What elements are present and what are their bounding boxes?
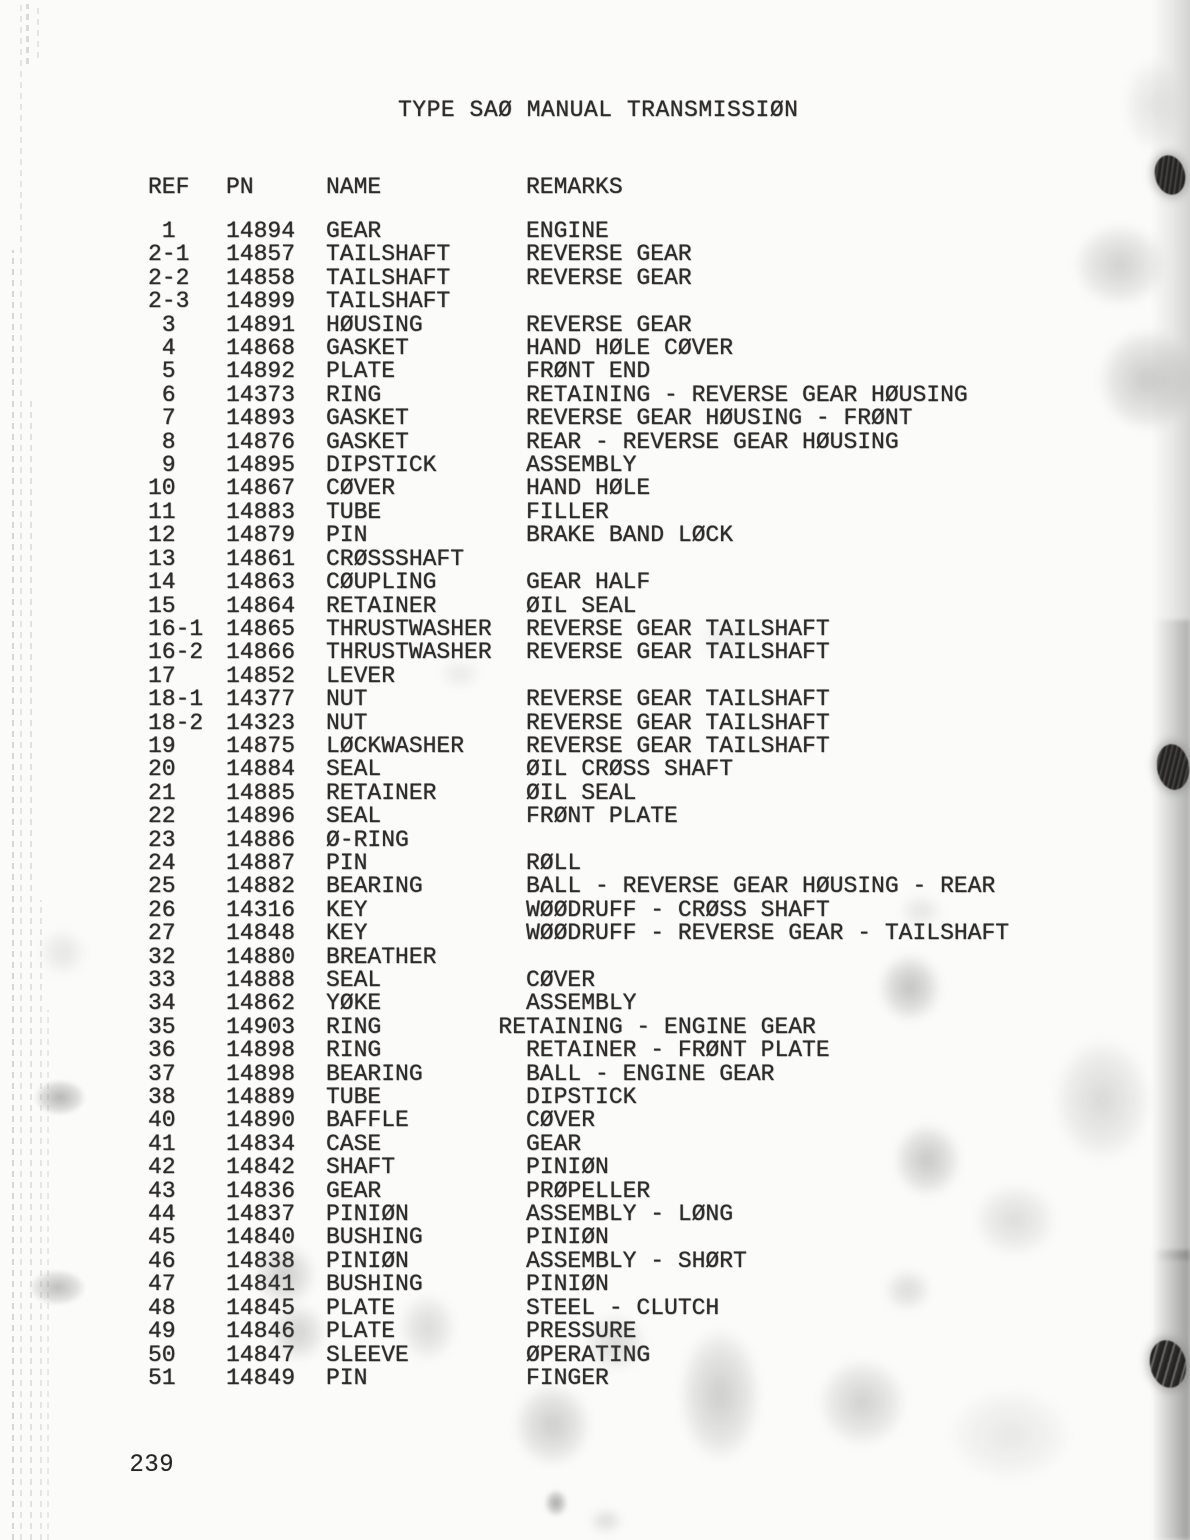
remarks-cell: FINGER [526,1364,609,1391]
name-cell: SEAL [326,967,382,993]
table-row [0,1203,1009,1226]
name-cell: BUSHING [326,1271,423,1298]
name-cell: CØVER [326,475,396,502]
ref-cell: 14 [148,569,176,596]
pn-cell: 14842 [226,1154,296,1181]
remarks-cell: GEAR HALF [526,569,651,596]
pn-cell: 14880 [226,943,296,970]
stain [270,1305,325,1360]
name-cell: Ø-RING [326,826,409,853]
stain [880,955,940,1020]
ref-cell: 38 [148,1084,176,1111]
table-row [0,641,1009,664]
ref-cell: 37 [148,1060,176,1087]
name-cell: PLATE [326,358,396,385]
remarks-cell: RETAINER - FRØNT PLATE [526,1037,830,1064]
remarks-cell: REVERSE GEAR TAILSHAFT [526,686,830,713]
remarks-cell [526,946,1009,969]
ref-cell: 27 [148,920,176,947]
page-edge-shadow [1152,1250,1190,1540]
stain [975,1185,1055,1255]
remarks-cell [526,829,1009,852]
pn-cell: 14857 [226,241,296,268]
pn-cell: 14868 [226,335,296,362]
table-row [0,360,1009,383]
remarks-cell: REAR - REVERSE GEAR HØUSING [526,428,899,455]
pn-cell: 14865 [226,615,296,642]
remarks-cell: REVERSE GEAR TAILSHAFT [526,709,830,736]
table-row [0,922,1009,945]
pn-cell: 14898 [226,1037,296,1064]
name-cell: LEVER [326,662,396,689]
table-row [0,849,1009,876]
ref-cell: 40 [148,1107,176,1134]
name-cell: BAFFLE [326,1107,409,1134]
pn-cell: 14841 [226,1271,296,1298]
name-cell: TUBE [326,1084,382,1111]
remarks-cell: REVERSE GEAR [526,241,692,268]
pn-cell: 14879 [226,522,296,549]
pn-cell: 14846 [226,1318,296,1345]
remarks-cell: RØLL [526,849,582,876]
pn-cell: 14895 [226,452,296,479]
ref-cell: 13 [148,545,176,572]
page-edge-streak [37,6,39,58]
remarks-cell: ASSEMBLY - LØNG [526,1201,734,1228]
pn-cell: 14876 [226,428,296,455]
ref-cell: 26 [148,896,176,923]
name-cell: CØUPLING [326,569,437,596]
remarks-cell: FRØNT END [526,358,651,385]
table-row [0,992,1009,1015]
ref-cell: 45 [148,1224,176,1251]
ref-cell: 43 [148,1177,176,1204]
stain [1125,60,1180,150]
table-row [0,381,1009,408]
ref-cell: 41 [148,1130,176,1157]
table-row [0,545,1009,572]
pn-cell: 14847 [226,1341,296,1368]
pn-cell: 14840 [226,1224,296,1251]
pn-cell: 14892 [226,358,296,385]
pn-cell: 14373 [226,381,296,408]
table-row [0,311,1009,338]
ref-cell: 47 [148,1271,176,1298]
table-row [0,1013,1009,1040]
ref-cell: 2-1 [148,241,190,268]
ref-cell: 51 [148,1364,176,1391]
stain [1075,225,1165,305]
pn-cell: 14894 [226,218,296,244]
name-cell: KEY [326,896,368,923]
name-cell: THRUSTWASHER [326,615,492,642]
pn-cell: 14858 [226,264,296,291]
name-cell: GEAR [326,1177,382,1204]
remarks-cell: ASSEMBLY - SHØRT [526,1247,747,1274]
pn-cell: 14875 [226,732,296,759]
ref-cell: 34 [148,990,176,1017]
name-cell: GASKET [326,335,409,362]
pn-cell: 14864 [226,592,296,619]
pn-cell: 14888 [226,967,296,993]
remarks-cell: ØPERATING [526,1341,651,1368]
remarks-cell: ØIL SEAL [526,779,637,806]
remarks-cell: STEEL - CLUTCH [526,1294,720,1321]
ref-cell: 21 [148,779,176,806]
ref-cell: 9 [161,452,176,479]
name-cell: LØCKWASHER [326,732,465,759]
table-row [0,290,1009,313]
table-row [0,1130,1009,1157]
table-row [0,1060,1009,1087]
ref-cell: 15 [148,592,176,619]
remarks-cell: ASSEMBLY [526,990,637,1017]
ref-cell: 22 [148,803,176,830]
remarks-cell: CØVER [526,1107,596,1134]
table-row [0,896,1009,923]
ref-cell: 35 [148,1013,176,1040]
page-title: TYPE SAØ MANUAL TRANSMISSIØN [398,97,799,123]
name-cell: BUSHING [326,1224,423,1251]
column-header-pn: PN [226,174,254,200]
remarks-cell: BALL - REVERSE GEAR HØUSING - REAR [526,873,996,900]
name-cell: KEY [326,920,368,947]
remarks-cell: ENGINE [526,218,609,244]
name-cell: TAILSHAFT [326,288,451,315]
ref-cell: 16-2 [148,639,204,666]
name-cell: SLEEVE [326,1341,409,1368]
stain [590,1510,622,1532]
stain [30,1270,85,1305]
ref-cell: 8 [161,428,176,455]
column-header-ref: REF [148,174,190,200]
name-cell: YØKE [326,990,382,1017]
pn-cell: 14882 [226,873,296,900]
stain [680,1330,760,1460]
stain [895,1125,960,1195]
pn-cell: 14862 [226,990,296,1017]
table-row [0,1226,1009,1249]
name-cell: SEAL [326,803,382,830]
table-row [0,220,1009,243]
table-row [0,1086,1009,1109]
table-row [0,875,1009,898]
stain [40,930,85,975]
remarks-cell: REVERSE GEAR TAILSHAFT [526,732,830,759]
pn-cell: 14861 [226,545,296,572]
stain [950,1390,1070,1480]
parts-table [0,220,1009,1390]
page-edge-streak [20,0,22,1540]
stain [1100,330,1190,430]
ref-cell: 49 [148,1318,176,1345]
page-edge-streak [40,900,42,1540]
page-edge-streak [26,4,29,64]
remarks-cell: ASSEMBLY [526,452,637,479]
table-row [0,407,1009,430]
table-row [0,805,1009,828]
table-header [0,176,623,199]
pn-cell: 14891 [226,311,296,338]
ref-cell: 1 [161,218,176,244]
ref-cell: 16-1 [148,615,204,642]
pn-cell: 14899 [226,288,296,315]
pn-cell: 14893 [226,405,296,432]
stain [545,1490,567,1516]
table-row [0,1273,1009,1296]
name-cell: TAILSHAFT [326,241,451,268]
remarks-cell [526,548,1009,571]
page-number: 239 [130,1450,175,1477]
name-cell: PINIØN [326,1201,409,1228]
remarks-cell: HAND HØLE [526,475,651,502]
stain [820,1360,905,1445]
table-row [0,524,1009,547]
table-row [0,571,1009,594]
ref-cell: 6 [161,381,176,408]
stain [585,1315,645,1370]
name-cell: RETAINER [326,592,437,619]
pn-cell: 14837 [226,1201,296,1228]
ref-cell: 2-3 [148,288,190,315]
ref-cell: 36 [148,1037,176,1064]
pn-cell: 14852 [226,662,296,689]
stain [700,620,750,656]
name-cell: HØUSING [326,311,423,338]
remarks-cell: FILLER [526,498,609,525]
table-row [0,1294,1009,1321]
table-row [0,592,1009,619]
name-cell: BREATHER [326,943,437,970]
ref-cell: 20 [148,756,176,783]
pn-cell: 14890 [226,1107,296,1134]
name-cell: CASE [326,1130,382,1157]
name-cell: PIN [326,522,368,549]
ref-cell: 19 [148,732,176,759]
pn-cell: 14884 [226,756,296,783]
pn-cell: 14867 [226,475,296,502]
name-cell: TUBE [326,498,382,525]
stain [900,895,942,927]
name-cell: PIN [326,849,368,876]
pn-cell: 14898 [226,1060,296,1087]
table-row [0,662,1009,689]
pn-cell: 14838 [226,1247,296,1274]
table-row [0,264,1009,291]
ref-cell: 44 [148,1201,176,1228]
remarks-cell: PRØPELLER [526,1177,651,1204]
remarks-cell: GEAR [526,1130,582,1157]
name-cell: GASKET [326,405,409,432]
column-header-remarks: REMARKS [526,174,623,200]
ref-cell: 32 [148,943,176,970]
remarks-cell: ØIL SEAL [526,592,637,619]
name-cell: THRUSTWASHER [326,639,492,666]
stain [1055,1040,1150,1160]
pn-cell: 14848 [226,920,296,947]
remarks-cell: PINIØN [526,1154,609,1181]
remarks-cell: BALL - ENGINE GEAR [526,1060,775,1087]
remarks-cell: REVERSE GEAR [526,264,692,291]
ref-cell: 24 [148,849,176,876]
remarks-cell: WØØDRUFF - REVERSE GEAR - TAILSHAFT [526,920,1010,947]
name-cell: NUT [326,709,368,736]
pn-cell: 14866 [226,639,296,666]
table-row [0,615,1009,642]
name-cell: NUT [326,686,368,713]
pn-cell: 14849 [226,1364,296,1391]
remarks-cell: ØIL CRØSS SHAFT [526,756,734,783]
name-cell: PIN [326,1364,368,1391]
table-row [0,498,1009,525]
remarks-cell: RETAINING - REVERSE GEAR HØUSING [526,381,968,408]
ref-cell: 25 [148,873,176,900]
remarks-cell [526,290,1009,313]
name-cell: RING [326,1037,382,1064]
table-row [0,1039,1009,1062]
name-cell: RETAINER [326,779,437,806]
table-row [0,732,1009,759]
ref-cell: 10 [148,475,176,502]
pn-cell: 14896 [226,803,296,830]
pn-cell: 14845 [226,1294,296,1321]
name-cell: DIPSTICK [326,452,437,479]
column-header-name: NAME [326,174,382,200]
stain [440,660,480,688]
remarks-cell: FRØNT PLATE [526,803,678,830]
name-cell: PLATE [326,1318,396,1345]
table-row [0,1320,1009,1343]
pn-cell: 14903 [226,1013,296,1040]
ref-cell: 18-2 [148,709,204,736]
ref-cell: 33 [148,967,176,993]
name-cell: RING [326,381,382,408]
ref-cell: 50 [148,1341,176,1368]
stain [400,1295,455,1360]
pn-cell: 14863 [226,569,296,596]
remarks-cell [526,665,1009,688]
pn-cell: 14886 [226,826,296,853]
remarks-cell: PINIØN [526,1224,609,1251]
pn-cell: 14885 [226,779,296,806]
table-row [0,758,1009,781]
pn-cell: 14377 [226,686,296,713]
ref-cell: 11 [148,498,176,525]
ref-cell: 2-2 [148,264,190,291]
stain [515,1385,590,1465]
table-row [0,1109,1009,1132]
table-row [0,1247,1009,1274]
table-row [0,969,1009,992]
page-edge-shadow [1154,620,1190,1260]
name-cell: BEARING [326,873,423,900]
name-cell: RING [326,1013,382,1040]
table-row [0,477,1009,500]
remarks-cell: REVERSE GEAR TAILSHAFT [526,615,830,642]
name-cell: GEAR [326,218,382,244]
table-row [0,779,1009,806]
table-row [0,1177,1009,1204]
page-edge-streak [12,250,14,1540]
table-row [0,688,1009,711]
page-edge-streak [30,400,32,1540]
ref-cell: 17 [148,662,176,689]
table-row [0,1156,1009,1179]
ref-cell: 48 [148,1294,176,1321]
pn-cell: 14836 [226,1177,296,1204]
name-cell: PLATE [326,1294,396,1321]
ref-cell: 3 [161,311,176,338]
pn-cell: 14834 [226,1130,296,1157]
ref-cell: 42 [148,1154,176,1181]
table-row [0,709,1009,736]
ref-cell: 4 [161,335,176,362]
table-row [0,454,1009,477]
name-cell: SEAL [326,756,382,783]
remarks-cell: CØVER [526,967,596,993]
remarks-cell: HAND HØLE CØVER [526,335,734,362]
table-row [0,428,1009,455]
pn-cell: 14889 [226,1084,296,1111]
name-cell: GASKET [326,428,409,455]
remarks-cell: REVERSE GEAR [526,311,692,338]
pn-cell: 14883 [226,498,296,525]
remarks-cell: RETAINING - ENGINE GEAR [498,1013,816,1040]
stain [885,1270,930,1310]
pn-cell: 14323 [226,709,296,736]
remarks-cell: BRAKE BAND LØCK [526,522,734,549]
table-row [0,243,1009,266]
name-cell: BEARING [326,1060,423,1087]
stain [255,1245,315,1305]
ref-cell: 7 [161,405,176,432]
remarks-cell: PINIØN [526,1271,609,1298]
ref-cell: 23 [148,826,176,853]
ref-cell: 5 [161,358,176,385]
table-row [0,943,1009,970]
remarks-cell: WØØDRUFF - CRØSS SHAFT [526,896,830,923]
name-cell: SHAFT [326,1154,396,1181]
stain [35,1080,85,1115]
ref-cell: 12 [148,522,176,549]
name-cell: TAILSHAFT [326,264,451,291]
pn-cell: 14887 [226,849,296,876]
name-cell: PINIØN [326,1247,409,1274]
ref-cell: 46 [148,1247,176,1274]
table-row [0,337,1009,360]
name-cell: CRØSSSHAFT [326,545,465,572]
remarks-cell: DIPSTICK [526,1084,637,1111]
table-row [0,826,1009,853]
remarks-cell: REVERSE GEAR TAILSHAFT [526,639,830,666]
remarks-cell: PRESSURE [526,1318,637,1345]
remarks-cell: REVERSE GEAR HØUSING - FRØNT [526,405,913,432]
pn-cell: 14316 [226,896,296,923]
ref-cell: 18-1 [148,686,204,713]
